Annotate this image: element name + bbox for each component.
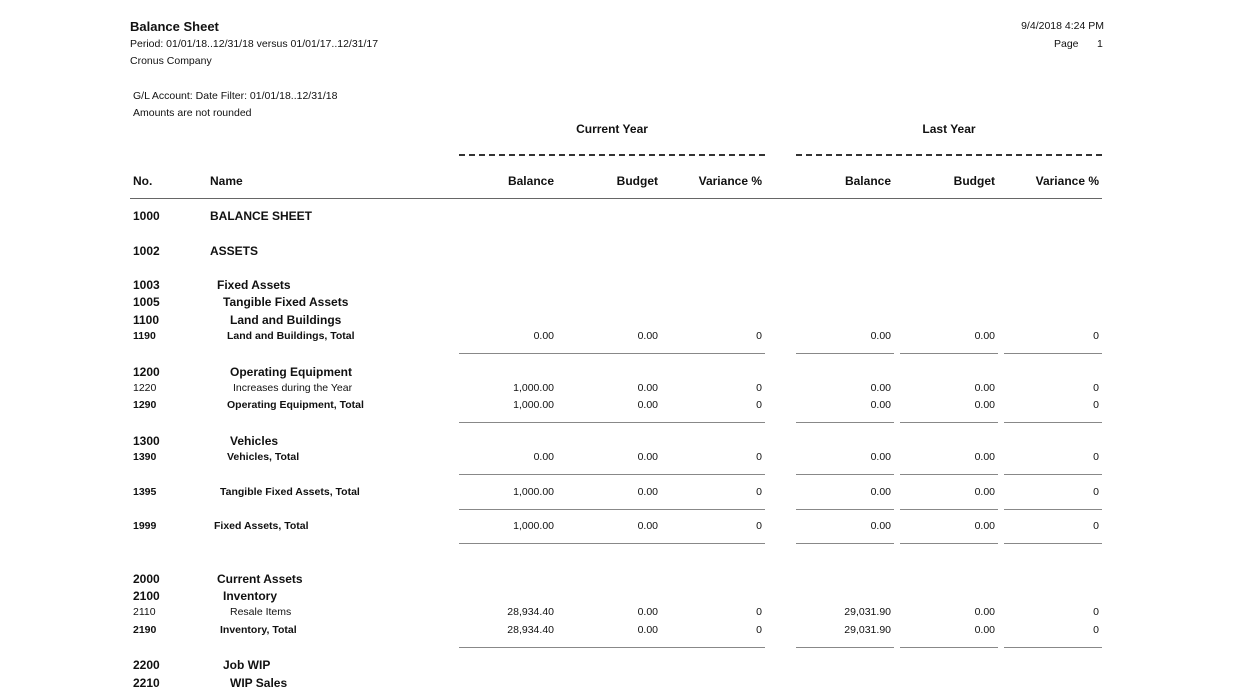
total-underline [563,647,661,648]
ly-budget-value: 0.00 [974,382,995,394]
account-name: Fixed Assets [217,278,291,292]
account-number: 1003 [133,278,160,292]
cy-budget-value: 0.00 [637,451,658,463]
page-label: Page [1054,38,1079,50]
cy-budget-value: 0.00 [637,399,658,411]
ly-budget-value: 0.00 [974,606,995,618]
account-name: Fixed Assets, Total [214,520,309,532]
account-name: Current Assets [217,572,303,586]
account-name: Operating Equipment [230,365,353,379]
total-underline [1004,422,1102,423]
account-name: Increases during the Year [233,382,353,394]
ly-budget-value: 0.00 [974,330,995,342]
col-name: Name [210,174,243,188]
total-underline [1004,647,1102,648]
ly-budget-value: 0.00 [974,624,995,636]
total-underline [667,647,765,648]
account-number: 1290 [133,399,157,411]
cy-balance-value: 1,000.00 [513,399,554,411]
ly-balance-value: 0.00 [870,520,891,532]
cy-budget-value: 0.00 [637,624,658,636]
ly-balance-value: 29,031.90 [844,624,891,636]
account-name: Land and Buildings [230,313,342,327]
cy-budget-value: 0.00 [637,382,658,394]
account-name: Land and Buildings, Total [227,330,355,342]
col-ly-budget: Budget [953,174,995,188]
last-year-header: Last Year [922,122,976,136]
cy-variance-value: 0 [756,330,762,342]
ly-variance-value: 0 [1093,451,1099,463]
account-number: 2190 [133,624,157,636]
ly-variance-value: 0 [1093,606,1099,618]
total-underline [900,474,998,475]
total-underline [667,543,765,544]
account-name: Job WIP [223,658,271,672]
total-underline [563,509,661,510]
cy-variance-value: 0 [756,486,762,498]
cy-variance-value: 0 [756,606,762,618]
total-underline [563,353,661,354]
total-underline [563,422,661,423]
last-year-divider [796,154,1102,156]
cy-balance-value: 0.00 [533,451,554,463]
total-underline [563,474,661,475]
account-name: Inventory [223,589,278,603]
ly-balance-value: 0.00 [870,451,891,463]
account-number: 1190 [133,330,156,342]
cy-variance-value: 0 [756,399,762,411]
total-underline [900,422,998,423]
account-name: ASSETS [210,244,259,258]
total-underline [900,509,998,510]
cy-balance-value: 1,000.00 [513,486,554,498]
col-ly-balance: Balance [844,174,891,188]
account-name: WIP Sales [230,676,288,690]
page-number: 1 [1097,38,1103,50]
ly-variance-value: 0 [1093,624,1099,636]
total-underline [900,353,998,354]
account-name: Resale Items [230,606,292,618]
cy-budget-value: 0.00 [637,330,658,342]
account-number: 1390 [133,451,157,463]
col-cy-variance: Variance % [698,174,762,188]
account-name: Vehicles, Total [227,451,300,463]
col-no: No. [133,174,153,188]
account-name: Tangible Fixed Assets [223,295,349,309]
account-number: 2000 [133,572,160,586]
cy-variance-value: 0 [756,451,762,463]
report-datetime: 9/4/2018 4:24 PM [1021,20,1104,32]
cy-balance-value: 1,000.00 [513,520,554,532]
account-number: 2200 [133,658,160,672]
account-number: 1200 [133,365,160,379]
total-underline [796,422,894,423]
cy-variance-value: 0 [756,520,762,532]
ly-variance-value: 0 [1093,399,1099,411]
total-underline [1004,474,1102,475]
cy-variance-value: 0 [756,382,762,394]
account-number: 1005 [133,295,160,309]
account-name: BALANCE SHEET [210,209,313,223]
cy-balance-value: 28,934.40 [507,624,554,636]
account-name: Operating Equipment, Total [227,399,364,411]
col-ly-variance: Variance % [1035,174,1099,188]
col-cy-budget: Budget [616,174,658,188]
total-underline [667,353,765,354]
report-title: Balance Sheet [130,19,219,34]
total-underline [667,422,765,423]
account-number: 1100 [133,313,160,327]
cy-budget-value: 0.00 [637,486,658,498]
ly-balance-value: 0.00 [870,330,891,342]
ly-balance-value: 0.00 [870,399,891,411]
ly-variance-value: 0 [1093,382,1099,394]
ly-balance-value: 0.00 [870,486,891,498]
account-number: 2100 [133,589,160,603]
col-cy-balance: Balance [507,174,554,188]
account-number: 1999 [133,520,157,532]
cy-budget-value: 0.00 [637,606,658,618]
ly-variance-value: 0 [1093,486,1099,498]
ly-variance-value: 0 [1093,520,1099,532]
total-underline [1004,353,1102,354]
total-underline [796,647,894,648]
account-name: Inventory, Total [220,624,297,636]
account-number: 1220 [133,382,157,394]
total-underline [1004,509,1102,510]
ly-variance-value: 0 [1093,330,1099,342]
total-underline [900,647,998,648]
ly-budget-value: 0.00 [974,486,995,498]
rounding-note: Amounts are not rounded [133,107,252,119]
account-number: 2110 [133,606,156,618]
current-year-divider [459,154,765,156]
account-number: 1395 [133,486,157,498]
account-number: 1000 [133,209,160,223]
company-name: Cronus Company [130,55,212,67]
ly-balance-value: 0.00 [870,382,891,394]
account-number: 1300 [133,434,160,448]
cy-budget-value: 0.00 [637,520,658,532]
account-name: Vehicles [230,434,279,448]
total-underline [563,543,661,544]
ly-budget-value: 0.00 [974,399,995,411]
account-number: 2210 [133,676,160,690]
total-underline [796,509,894,510]
ly-balance-value: 29,031.90 [844,606,891,618]
account-number: 1002 [133,244,160,258]
total-underline [796,543,894,544]
total-underline [1004,543,1102,544]
ly-budget-value: 0.00 [974,451,995,463]
filter-text: G/L Account: Date Filter: 01/01/18..12/31/18 [133,90,338,102]
total-underline [796,353,894,354]
header-rule [130,198,1102,199]
report-period: Period: 01/01/18..12/31/18 versus 01/01/17..12/31/17 [130,38,379,50]
total-underline [667,474,765,475]
cy-balance-value: 28,934.40 [507,606,554,618]
cy-variance-value: 0 [756,624,762,636]
total-underline [900,543,998,544]
total-underline [667,509,765,510]
current-year-header: Current Year [576,122,648,136]
account-name: Tangible Fixed Assets, Total [220,486,360,498]
ly-budget-value: 0.00 [974,520,995,532]
cy-balance-value: 1,000.00 [513,382,554,394]
cy-balance-value: 0.00 [533,330,554,342]
total-underline [796,474,894,475]
